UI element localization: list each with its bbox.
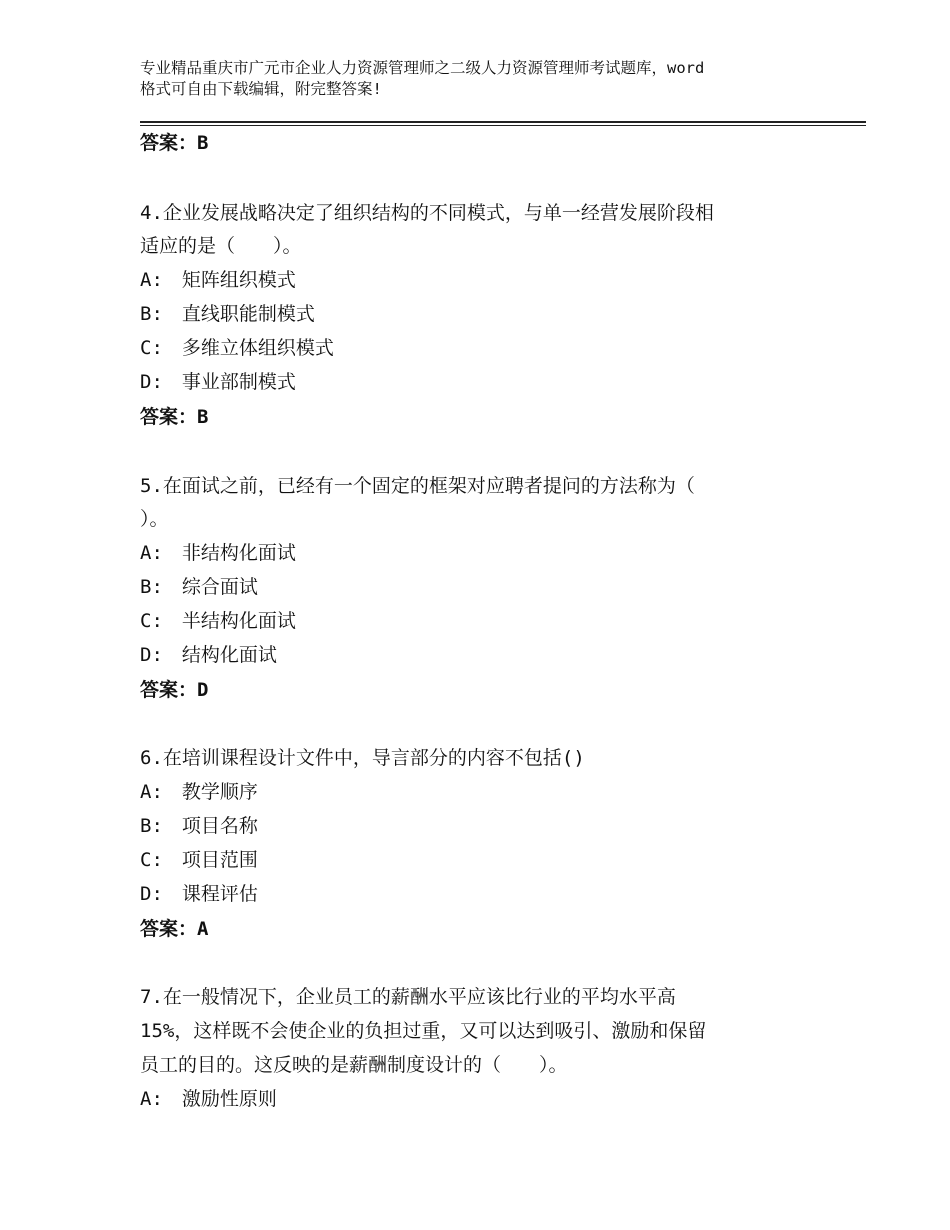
option-c: C: 多维立体组织模式: [140, 337, 334, 359]
option-d: D: 事业部制模式: [140, 371, 296, 393]
option-a: A: 教学顺序: [140, 781, 258, 803]
question-stem: 6.在培训课程设计文件中，导言部分的内容不包括(): [140, 747, 585, 769]
option-b: B: 直线职能制模式: [140, 303, 315, 325]
header-divider: [140, 121, 866, 123]
option-d: D: 课程评估: [140, 883, 258, 905]
option-c: C: 半结构化面试: [140, 610, 296, 632]
answer-line: 答案：B: [140, 132, 209, 154]
answer-line: 答案：B: [140, 406, 209, 428]
header-line: 专业精品重庆市广元市企业人力资源管理师之二级人力资源管理师考试题库，word: [140, 59, 705, 77]
answer-line: 答案：D: [140, 679, 209, 701]
option-c: C: 项目范围: [140, 849, 258, 871]
option-b: B: 项目名称: [140, 815, 258, 837]
question-stem: 5.在面试之前，已经有一个固定的框架对应聘者提问的方法称为（: [140, 475, 695, 497]
document-header: [140, 58, 840, 100]
question-stem: 员工的目的。这反映的是薪酬制度设计的（ ）。: [140, 1054, 568, 1076]
question-stem: 适应的是（ ）。: [140, 235, 302, 257]
header-line: 格式可自由下载编辑，附完整答案!: [140, 80, 382, 98]
question-stem: 4.企业发展战略决定了组织结构的不同模式，与单一经营发展阶段相: [140, 202, 714, 224]
option-a: A: 激励性原则: [140, 1088, 277, 1110]
option-a: A: 非结构化面试: [140, 542, 296, 564]
option-d: D: 结构化面试: [140, 644, 277, 666]
question-stem: 7.在一般情况下，企业员工的薪酬水平应该比行业的平均水平高: [140, 986, 676, 1008]
header-divider-thin: [140, 125, 866, 126]
option-b: B: 综合面试: [140, 576, 258, 598]
question-stem: ）。: [140, 508, 169, 530]
option-a: A: 矩阵组织模式: [140, 269, 296, 291]
answer-line: 答案：A: [140, 918, 209, 940]
question-stem: 15%，这样既不会使企业的负担过重，又可以达到吸引、激励和保留: [140, 1020, 707, 1042]
